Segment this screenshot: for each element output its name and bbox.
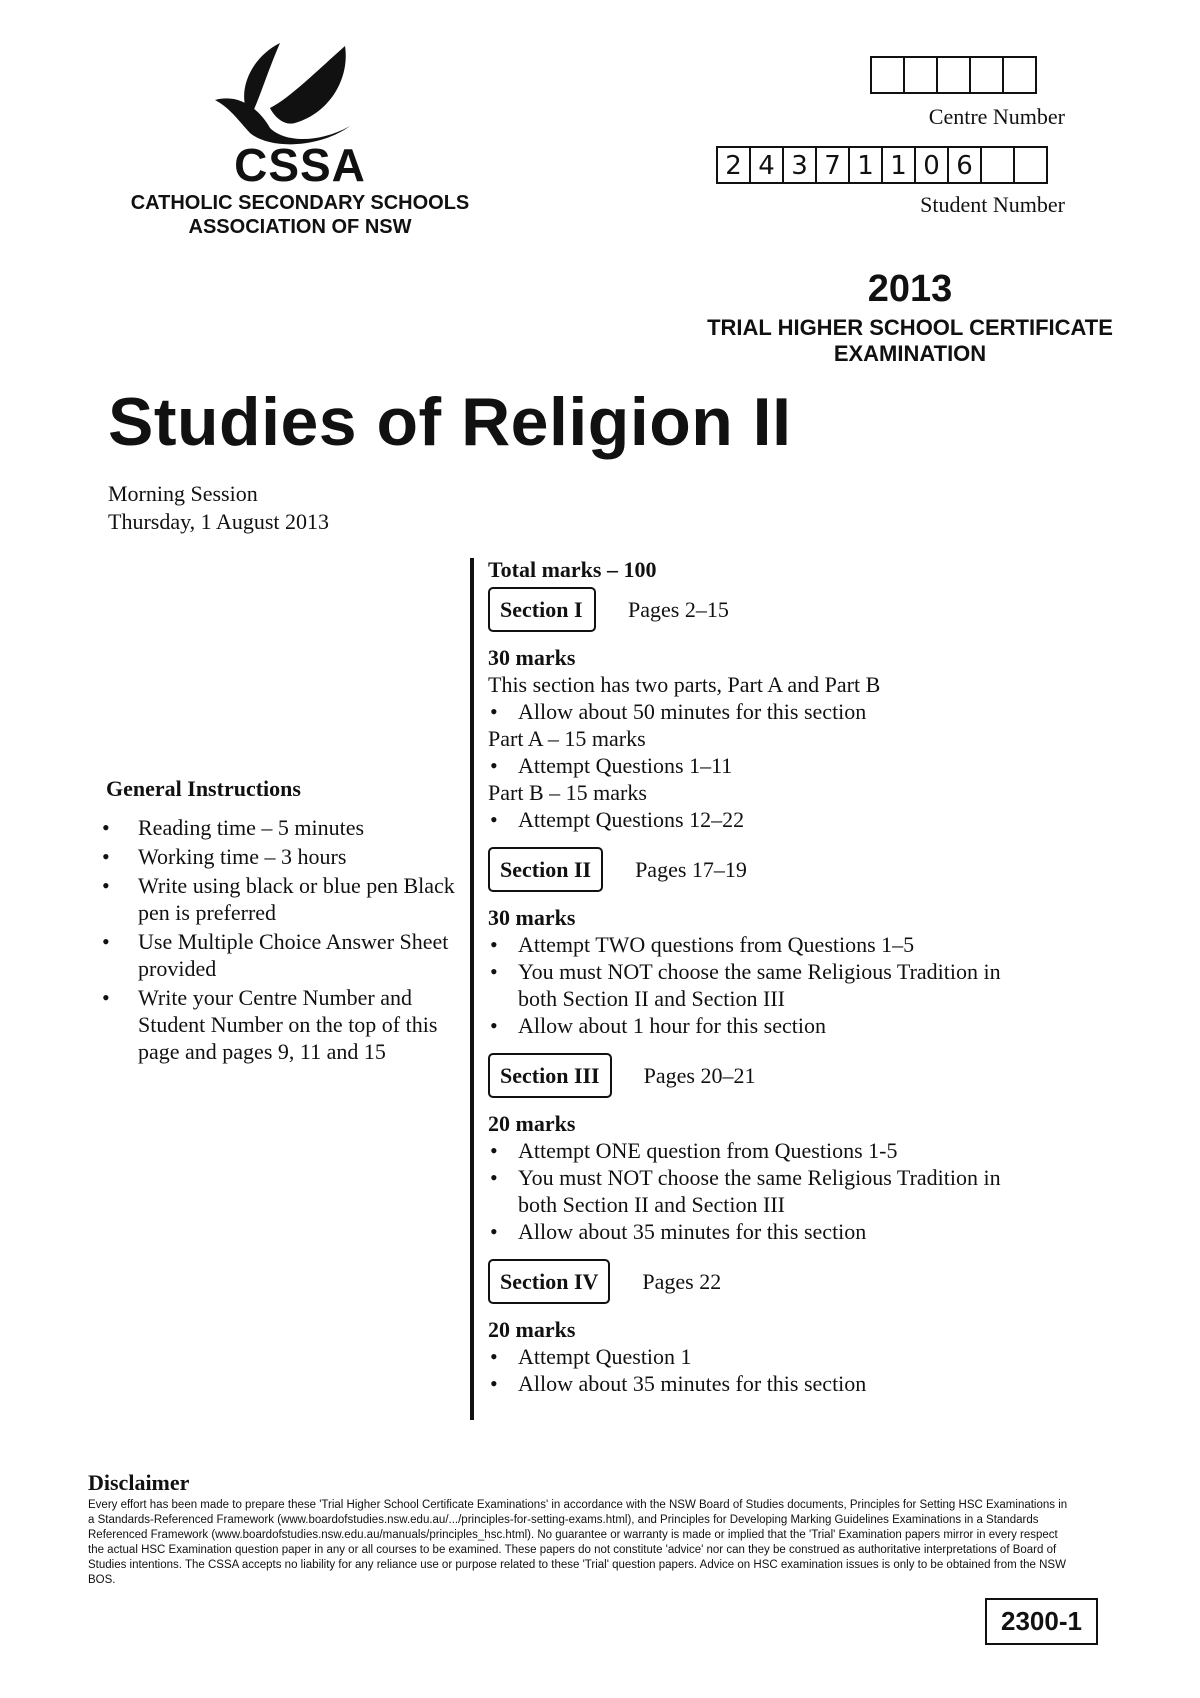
list-item: • Reading time – 5 minutes bbox=[100, 814, 460, 841]
section-3-header bbox=[488, 1053, 1008, 1098]
section-2-header bbox=[488, 847, 1008, 892]
centre-number-boxes[interactable] bbox=[872, 56, 1037, 94]
cssa-logo-emblem bbox=[210, 38, 360, 148]
section-1-part-b-attempt: • Attempt Questions 12–22 bbox=[488, 806, 1008, 833]
paper-code: 2300-1 bbox=[985, 1598, 1098, 1645]
disclaimer-text: Every effort has been made to prepare these 'Trial Higher School Certificate Examinations' in accordance with the NSW Board of Studies documents, Principles for Setting HSC Examinations in a Standards-Referenced Framework (www.boardofstudies.nsw.edu.au/.../principles-for-setting-exams.html), and Principles for Developing Marking Guidelines Examinations in a Standards Referenced Framework (www.boardofstudies.nsw.edu.au/manuals/principles_hsc.html). No guarantee or warranty is made or implied that the 'Trial' Examination papers mirror in every respect the actual HSC Examination question paper in any or all courses to be examined. These papers do not constitute 'advice' nor can they be construed as authoritative interpretations of Board of Studies intentions. The CSSA accepts no liability for any reliance use or purpose related to these 'Trial' question papers. Advice on HSC examination issues is only to be obtained from the NSW BOS. bbox=[88, 1499, 1068, 1586]
column-divider bbox=[470, 558, 474, 1420]
list-item: • Allow about 1 hour for this section bbox=[488, 1012, 1008, 1039]
section-1-part-a: Part A – 15 marks bbox=[488, 726, 646, 751]
list-item: • Allow about 35 minutes for this section bbox=[488, 1370, 1008, 1397]
student-number-digit[interactable]: 1 bbox=[881, 146, 916, 184]
list-item: • Allow about 35 minutes for this section bbox=[488, 1218, 1008, 1245]
student-number-label: Student Number bbox=[920, 192, 1065, 217]
section-1-label: Section I bbox=[488, 587, 596, 632]
section-4-header bbox=[488, 1259, 1008, 1304]
centre-number-digit[interactable] bbox=[870, 56, 905, 94]
logo-line-2: ASSOCIATION OF NSW bbox=[188, 216, 412, 238]
student-number-digit[interactable] bbox=[980, 146, 1015, 184]
student-number-digit[interactable]: 6 bbox=[947, 146, 982, 184]
list-item: • Write your Centre Number and Student Number on the top of this page and pages 9, 11 and 15 bbox=[100, 984, 460, 1065]
centre-number-label: Centre Number bbox=[928, 104, 1065, 129]
section-2-marks: 30 marks bbox=[488, 905, 576, 930]
list-item: • Attempt Question 1 bbox=[488, 1343, 1008, 1370]
section-1-allow: • Allow about 50 minutes for this section bbox=[488, 698, 1008, 725]
section-1-intro: This section has two parts, Part A and Part B bbox=[488, 672, 881, 697]
section-2-pages: Pages 17–19 bbox=[635, 857, 747, 882]
sections-column bbox=[488, 556, 1008, 1397]
section-3-marks: 20 marks bbox=[488, 1111, 576, 1136]
list-item: • You must NOT choose the same Religious Tradition in both Section II and Section III bbox=[488, 958, 1008, 1012]
student-number-digit[interactable] bbox=[1013, 146, 1048, 184]
exam-type-line-2: EXAMINATION bbox=[833, 341, 987, 366]
logo-line-1: CATHOLIC SECONDARY SCHOOLS bbox=[130, 192, 470, 214]
session-info bbox=[108, 480, 329, 536]
session-name: Morning Session bbox=[108, 481, 258, 506]
student-number-digit[interactable]: 3 bbox=[782, 146, 817, 184]
student-number-digit[interactable]: 0 bbox=[914, 146, 949, 184]
general-instructions-heading: General Instructions bbox=[106, 776, 301, 801]
session-date: Thursday, 1 August 2013 bbox=[108, 509, 330, 534]
list-item: • You must NOT choose the same Religious Tradition in both Section II and Section III bbox=[488, 1164, 1008, 1218]
section-1-part-a-attempt: • Attempt Questions 1–11 bbox=[488, 752, 1008, 779]
list-item: • Use Multiple Choice Answer Sheet provided bbox=[100, 928, 460, 982]
section-1-pages: Pages 2–15 bbox=[628, 597, 729, 622]
section-4-marks: 20 marks bbox=[488, 1317, 576, 1342]
list-item: • Attempt TWO questions from Questions 1–5 bbox=[488, 931, 1008, 958]
section-1-marks: 30 marks bbox=[488, 645, 576, 670]
disclaimer-heading: Disclaimer bbox=[88, 1470, 190, 1495]
exam-type-line-1: TRIAL HIGHER SCHOOL CERTIFICATE bbox=[707, 315, 1113, 340]
student-number-digit[interactable]: 4 bbox=[749, 146, 784, 184]
section-1-header bbox=[488, 587, 1008, 632]
exam-year: 2013 bbox=[867, 268, 953, 310]
student-number-digit[interactable]: 1 bbox=[848, 146, 883, 184]
section-1-part-b: Part B – 15 marks bbox=[488, 780, 647, 805]
section-3-label: Section III bbox=[488, 1053, 612, 1098]
page-title: Studies of Religion II bbox=[108, 384, 792, 460]
student-number-digit[interactable]: 7 bbox=[815, 146, 850, 184]
logo-name: CSSA bbox=[234, 139, 366, 191]
section-4-pages: Pages 22 bbox=[642, 1269, 722, 1294]
section-2-label: Section II bbox=[488, 847, 603, 892]
student-number-digit[interactable]: 2 bbox=[716, 146, 751, 184]
section-3-pages: Pages 20–21 bbox=[643, 1063, 756, 1088]
exam-type bbox=[640, 315, 1180, 367]
list-item: • Working time – 3 hours bbox=[100, 843, 460, 870]
student-number-boxes[interactable] bbox=[718, 146, 1048, 184]
centre-number-digit[interactable] bbox=[969, 56, 1004, 94]
centre-number-digit[interactable] bbox=[936, 56, 971, 94]
list-item: • Attempt ONE question from Questions 1-5 bbox=[488, 1137, 1008, 1164]
section-4-label: Section IV bbox=[488, 1259, 610, 1304]
general-instructions-list bbox=[100, 814, 460, 1067]
centre-number-digit[interactable] bbox=[903, 56, 938, 94]
total-marks: Total marks – 100 bbox=[488, 557, 657, 582]
centre-number-digit[interactable] bbox=[1002, 56, 1037, 94]
list-item: • Write using black or blue pen Black pen is preferred bbox=[100, 872, 460, 926]
